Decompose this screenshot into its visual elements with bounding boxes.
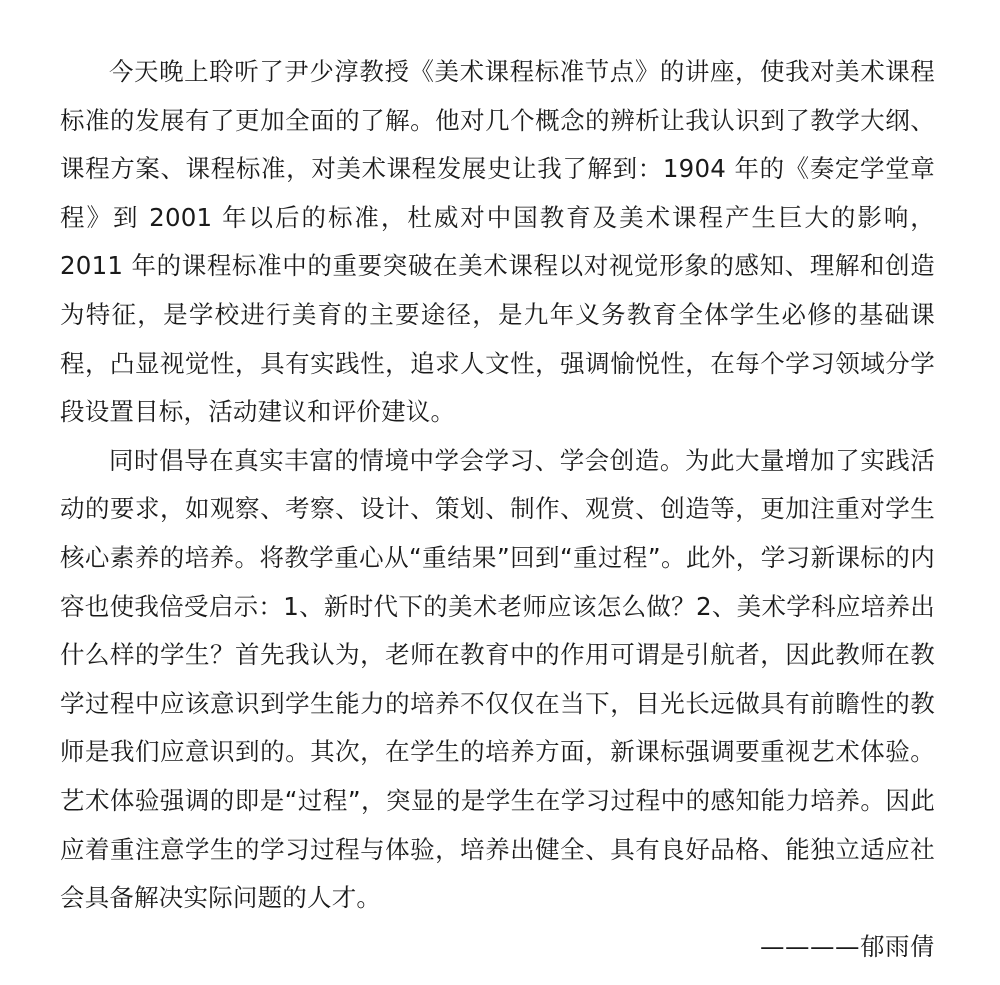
author-signature: ————郁雨倩 xyxy=(760,931,935,961)
paragraph-1: 今天晚上聆听了尹少淳教授《美术课程标准节点》的讲座，使我对美术课程标准的发展有了更加全面的了解。他对几个概念的辨析让我认识到了教学大纲、课程方案、课程标准，对美术课程发展史让我了解到：1904 年的《奏定学堂章程》到 2001 年以后的标准，杜威对中国教育及美术课程产生巨大的影响，2011 年的课程标准中的重要突破在美术课程以对视觉形象的感知、理解和创造为特征，是学校进行美育的主要途径，是九年义务教育全体学生必修的基础课程，凸显视觉性，具有实践性，追求人文性，强调愉悦性，在每个学习领域分学段设置目标，活动建议和评价建议。 xyxy=(60,57,935,427)
document-page xyxy=(60,48,935,971)
paragraph-2: 同时倡导在真实丰富的情境中学会学习、学会创造。为此大量增加了实践活动的要求，如观察、考察、设计、策划、制作、观赏、创造等，更加注重对学生核心素养的培养。将教学重心从“重结果”回到“重过程”。此外，学习新课标的内容也使我倍受启示：1、新时代下的美术老师应该怎么做？2、美术学科应培养出什么样的学生？首先我认为，老师在教育中的作用可谓是引航者，因此教师在教学过程中应该意识到学生能力的培养不仅仅在当下，目光长远做具有前瞻性的教师是我们应意识到的。其次，在学生的培养方面，新课标强调要重视艺术体验。艺术体验强调的即是“过程”，突显的是学生在学习过程中的感知能力培养。因此应着重注意学生的学习过程与体验，培养出健全、具有良好品格、能独立适应社会具备解决实际问题的人才。 xyxy=(60,445,935,913)
